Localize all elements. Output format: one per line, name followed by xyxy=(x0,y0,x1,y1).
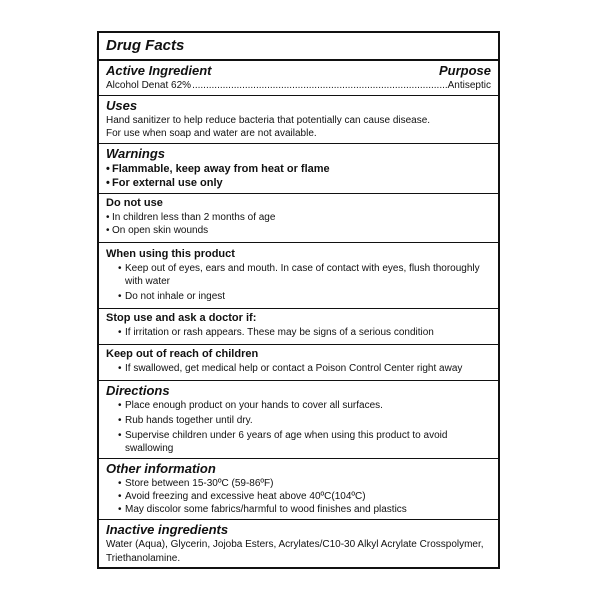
uses-section xyxy=(99,96,498,144)
page-title: Drug Facts xyxy=(106,37,185,54)
purpose-heading: Purpose xyxy=(438,63,491,78)
when-using-heading: When using this product xyxy=(106,248,235,260)
drug-facts-panel xyxy=(97,31,500,569)
keep-out-heading: Keep out of reach of children xyxy=(106,348,259,360)
do-not-use-section xyxy=(99,194,498,243)
active-ingredient-name: Alcohol Denat 62% xyxy=(106,80,192,91)
list-item: • Flammable, keep away from heat or flame xyxy=(106,163,330,175)
inactive-ingredients-heading: Inactive ingredients xyxy=(106,522,229,537)
list-item: • Store between 15-30ºC (59-86ºF) xyxy=(118,478,274,489)
uses-heading: Uses xyxy=(106,98,138,113)
stop-use-heading: Stop use and ask a doctor if: xyxy=(106,312,257,324)
uses-line: For use when soap and water are not available. xyxy=(106,128,317,139)
inactive-ingredients-text: Water (Aqua), Glycerin, Jojoba Esters, Acrylates/C10-30 Alkyl Acrylate Crosspolymer, Triethanolamine. xyxy=(106,539,484,564)
active-ingredient-heading: Active Ingredient xyxy=(106,63,212,78)
directions-section xyxy=(99,381,498,459)
list-item: • If swallowed, get medical help or contact a Poison Control Center right away xyxy=(118,363,463,374)
when-using-section xyxy=(99,243,498,309)
other-information-section xyxy=(99,459,498,520)
list-item: • On open skin wounds xyxy=(106,225,209,236)
list-item: • Keep out of eyes, ears and mouth. In case of contact with eyes, flush thoroughly with water xyxy=(118,263,480,287)
list-item: • Do not inhale or ingest xyxy=(118,291,226,302)
warnings-heading: Warnings xyxy=(106,146,165,161)
list-item: • Supervise children under 6 years of age when using this product to avoid swallowing xyxy=(118,430,448,454)
list-item: • If irritation or rash appears. These may be signs of a serious condition xyxy=(118,327,434,338)
list-item: • Avoid freezing and excessive heat above 40ºC(104ºC) xyxy=(118,491,366,502)
inactive-ingredients-section xyxy=(99,520,498,569)
leader-dots xyxy=(192,79,447,92)
list-item: • Place enough product on your hands to cover all surfaces. xyxy=(118,400,383,411)
keep-out-section xyxy=(99,345,498,381)
list-item: • For external use only xyxy=(106,177,223,189)
active-ingredient-section xyxy=(99,61,498,96)
list-item: • Rub hands together until dry. xyxy=(118,415,253,426)
stop-use-section xyxy=(99,309,498,345)
uses-line: Hand sanitizer to help reduce bacteria that potentially can cause disease. xyxy=(106,115,431,126)
list-item: • May discolor some fabrics/harmful to wood finishes and plastics xyxy=(118,504,407,515)
title-section xyxy=(99,33,498,61)
do-not-use-heading: Do not use xyxy=(106,197,163,209)
warnings-section xyxy=(99,144,498,194)
purpose-value: Antiseptic xyxy=(447,80,491,91)
other-information-heading: Other information xyxy=(106,461,216,476)
list-item: • In children less than 2 months of age xyxy=(106,212,276,223)
directions-heading: Directions xyxy=(106,383,170,398)
